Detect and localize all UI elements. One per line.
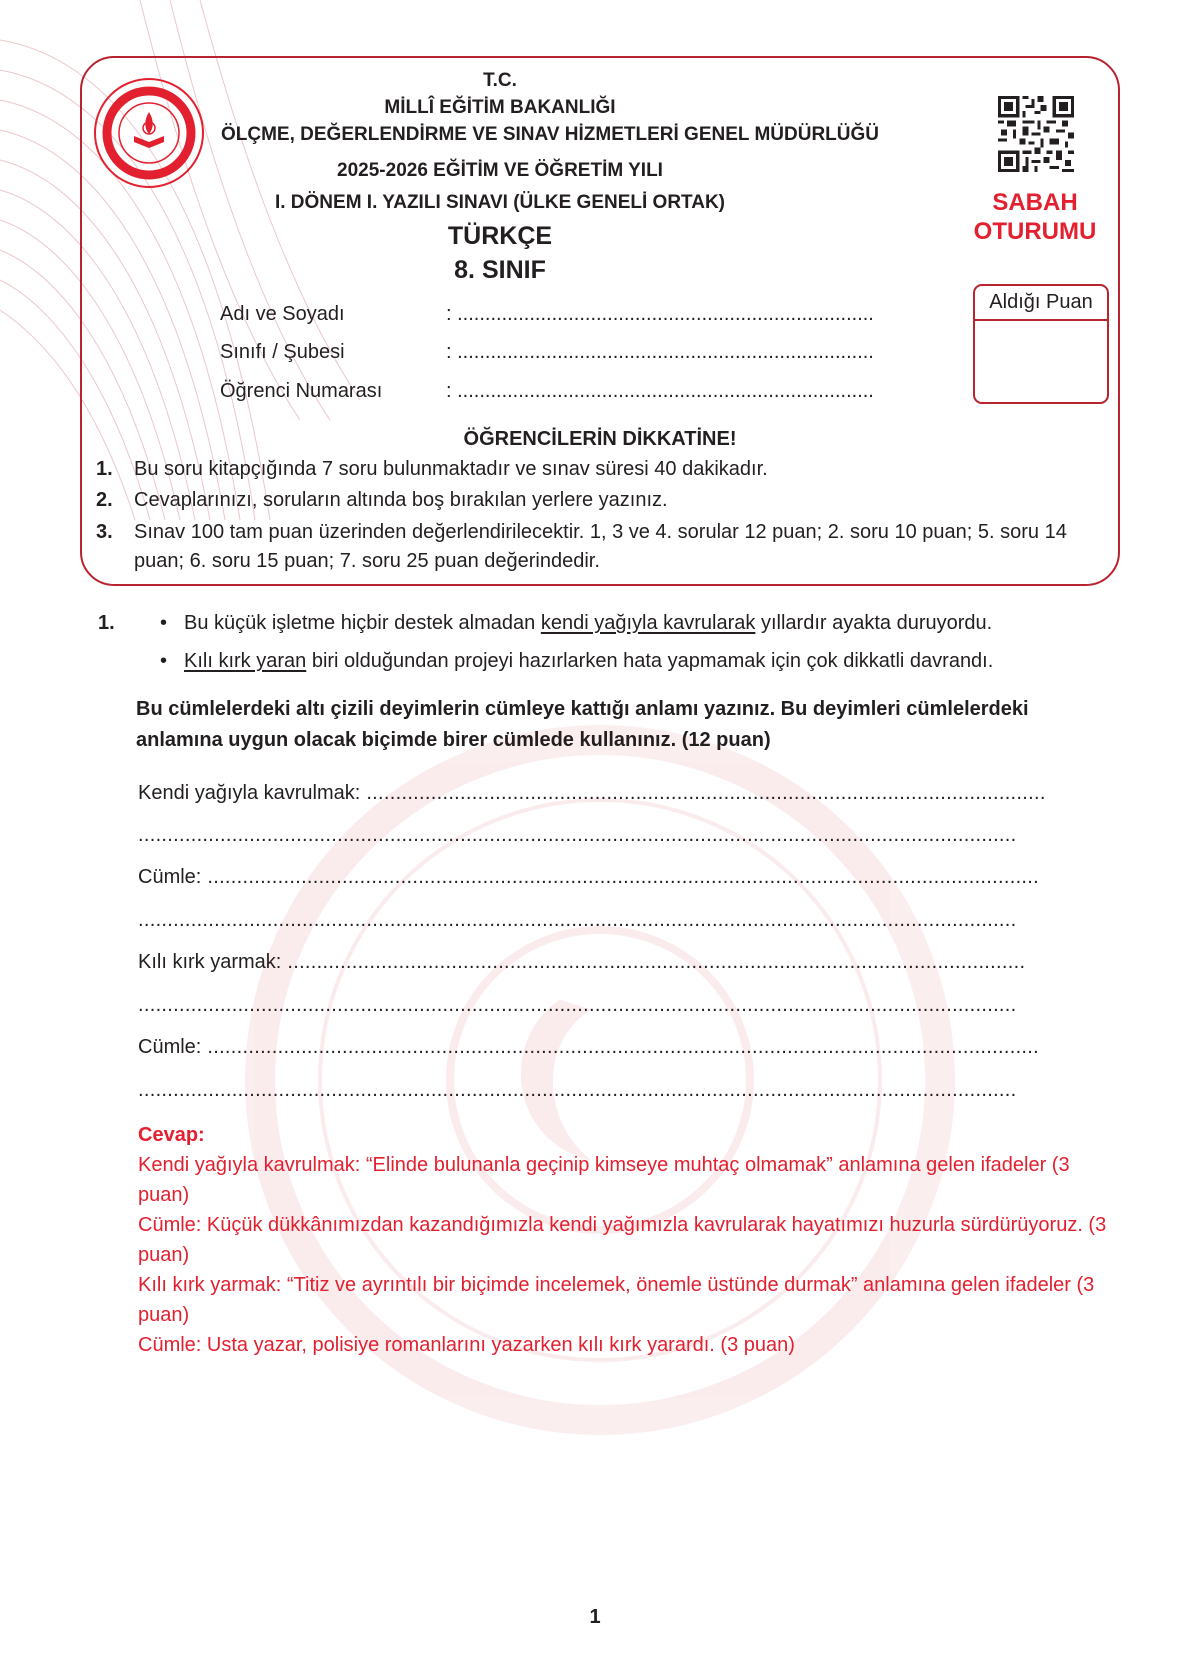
bullet-text-start: Bu küçük işletme hiçbir destek almadan — [184, 612, 541, 634]
answer-line-dots[interactable]: .............................................................................................................................................. — [207, 1036, 1040, 1058]
answer-line[interactable] — [138, 994, 1100, 1020]
answer-line-dots[interactable]: .............................................................................................................................................. — [207, 866, 1040, 888]
bullet-text-end: yıllardır ayakta duruyordu. — [755, 612, 993, 634]
header-tc: T.C. — [483, 70, 517, 91]
answer-line-label: Cümle: — [138, 1036, 202, 1058]
rule-text: Bu soru kitapçığında 7 soru bulunmaktadır ve sınav süresi 40 dakikadır. — [134, 458, 768, 480]
rule-text: Sınav 100 tam puan üzerinden değerlendirilecektir. 1, 3 ve 4. sorular 12 puan; 2. soru 10 puan; 5. soru 14 puan; 6. soru 15 puan; 7. soru 25 puan değerindedir. — [134, 521, 1067, 572]
answer-line[interactable] — [138, 1036, 1100, 1062]
page-number: 1 — [589, 1606, 601, 1628]
answer-line-dots[interactable]: ...................................................................................................................................................... — [138, 909, 1017, 931]
student-number-label: Öğrenci Numarası — [220, 380, 383, 402]
bullet-text-end: biri olduğundan projeyi hazırlarken hata yapmamak için çok dikkatli davrandı. — [306, 650, 994, 672]
session-line-2: OTURUMU — [973, 218, 1097, 245]
notice-rule-1 — [96, 455, 1096, 484]
class-field[interactable] — [220, 341, 920, 371]
idiom-underlined-1: kendi yağıyla kavrularak — [540, 612, 756, 634]
notice-rule-3 — [96, 518, 1096, 576]
answer-line-label: Kendi yağıyla kavrulmak: — [138, 782, 361, 804]
question-number: 1. — [98, 612, 115, 634]
answer-line[interactable] — [138, 782, 1100, 808]
bullet-text — [184, 650, 993, 673]
score-label: Aldığı Puan — [975, 286, 1107, 321]
bullet-icon: • — [160, 650, 168, 672]
session-label — [960, 188, 1110, 246]
answer-line-dots[interactable]: ...................................................................................................................................................... — [138, 994, 1017, 1016]
name-field[interactable] — [220, 303, 920, 333]
header-subject: TÜRKÇE — [447, 222, 553, 250]
session-line-1: SABAH — [992, 189, 1078, 216]
answer-heading: Cevap: — [138, 1124, 205, 1146]
answer-paragraph: Kılı kırk yarmak: “Titiz ve ayrıntılı bir biçimde incelemek, önemle üstünde durmak” anlamına gelen ifadeler (3 puan) — [138, 1274, 1095, 1326]
score-box[interactable] — [973, 284, 1109, 404]
answer-line-dots[interactable]: ...................................................................................................................................................... — [138, 1079, 1017, 1101]
bullet-text — [184, 612, 992, 635]
class-label: Sınıfı / Şubesi — [220, 341, 345, 363]
answer-line-dots[interactable]: .................................................................................................................... — [366, 782, 1046, 804]
notice-rule-2 — [96, 486, 1096, 515]
question-instruction: Bu cümlelerdeki altı çizili deyimlerin cümleye kattığı anlamı yazınız. Bu deyimleri cümlelerdeki anlamına uygun olacak biçimde birer cümlede kullanınız. (12 puan) — [136, 698, 1029, 751]
class-blank[interactable]: : ........................................................................... — [446, 341, 874, 363]
answer-line[interactable] — [138, 1079, 1100, 1105]
qr-code-icon — [998, 96, 1074, 172]
rule-number: 3. — [96, 521, 113, 543]
header-grade: 8. SINIF — [454, 256, 546, 284]
header-directorate: ÖLÇME, DEĞERLENDİRME VE SINAV HİZMETLERİ GENEL MÜDÜRLÜĞÜ — [221, 124, 879, 145]
answer-line[interactable] — [138, 951, 1100, 977]
notice-title: ÖĞRENCİLERİN DİKKATİNE! — [463, 428, 737, 450]
answer-key — [138, 1120, 1113, 1360]
answer-line-dots[interactable]: ...................................................................................................................................................... — [138, 824, 1017, 846]
header-exam-name: I. DÖNEM I. YAZILI SINAVI (ÜLKE GENELİ ORTAK) — [274, 192, 726, 213]
answer-paragraph: Kendi yağıyla kavrulmak: “Elinde bulunanla geçinip kimseye muhtaç olmamak” anlamına gelen ifadeler (3 puan) — [138, 1154, 1070, 1206]
rule-number: 2. — [96, 489, 113, 511]
answer-line-label: Cümle: — [138, 866, 202, 888]
rule-number: 1. — [96, 458, 113, 480]
answer-line[interactable] — [138, 866, 1100, 892]
name-label: Adı ve Soyadı — [220, 303, 345, 325]
bullet-icon: • — [160, 612, 168, 634]
name-blank[interactable]: : ........................................................................... — [446, 303, 874, 325]
answer-paragraph: Cümle: Usta yazar, polisiye romanlarını yazarken kılı kırk yarardı. (3 puan) — [138, 1334, 795, 1356]
header-academic-year: 2025-2026 EĞİTİM VE ÖĞRETİM YILI — [337, 160, 663, 181]
answer-line[interactable] — [138, 909, 1100, 935]
rule-text: Cevaplarınızı, soruların altında boş bırakılan yerlere yazınız. — [134, 489, 668, 511]
answer-line-label: Kılı kırk yarmak: — [138, 951, 282, 973]
answer-paragraph: Cümle: Küçük dükkânımızdan kazandığımızla kendi yağımızla kavrularak hayatımızı huzurla sürdürüyoruz. (3 puan) — [138, 1214, 1107, 1266]
idiom-underlined-2: Kılı kırk yaran — [184, 650, 307, 672]
student-number-blank[interactable]: : ........................................................................... — [446, 380, 874, 402]
answer-line[interactable] — [138, 824, 1100, 850]
answer-line-dots[interactable]: .............................................................................................................................. — [287, 951, 1026, 973]
header-ministry: MİLLÎ EĞİTİM BAKANLIĞI — [384, 97, 616, 118]
student-number-field[interactable] — [220, 380, 920, 410]
